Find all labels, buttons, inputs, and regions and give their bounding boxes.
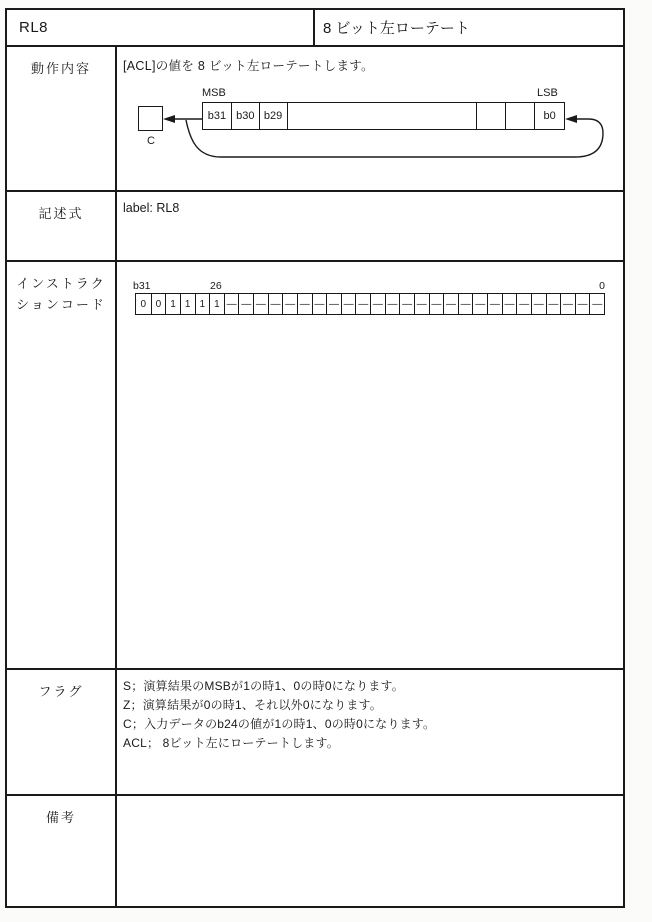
bit-index-labels <box>135 280 605 292</box>
page-title: 8 ビット左ローテート <box>323 20 470 37</box>
remarks-row <box>7 796 623 906</box>
opcode-bit-cell: — <box>238 294 253 314</box>
opcode-bit-cell: — <box>443 294 458 314</box>
instruction-code-label <box>7 262 117 668</box>
opcode-bit-cell: — <box>531 294 546 314</box>
opcode-bit-cell: 1 <box>180 294 195 314</box>
opcode-bit-cell: — <box>297 294 312 314</box>
header-row <box>7 10 623 47</box>
opcode-bitfield <box>135 280 605 315</box>
msb-label: MSB <box>202 87 226 99</box>
lsb-label: LSB <box>537 87 558 99</box>
opcode-bit-cell: — <box>472 294 487 314</box>
opcode-bit-cell: — <box>502 294 517 314</box>
bit-index-0: 0 <box>599 280 605 292</box>
operation-label: 動作内容 <box>7 47 117 190</box>
register-bit-cell: b29 <box>259 103 287 129</box>
opcode-bit-cell: — <box>282 294 297 314</box>
instruction-code-row <box>7 262 623 670</box>
register-bit-cell <box>505 103 534 129</box>
opcode-bit-cell: — <box>224 294 239 314</box>
opcode-bit-cell: — <box>341 294 356 314</box>
opcode-bit-cell: — <box>326 294 341 314</box>
operation-row <box>7 47 623 192</box>
opcode-bit-cell: — <box>414 294 429 314</box>
remarks-label: 備考 <box>7 796 117 906</box>
notation-syntax: label: RL8 <box>123 201 180 215</box>
instruction-spec-table <box>5 8 625 908</box>
instruction-code-content <box>117 262 623 668</box>
register-bit-cell: b30 <box>231 103 259 129</box>
opcode-bit-cell: — <box>546 294 561 314</box>
opcode-bit-cell: — <box>253 294 268 314</box>
bit-index-b31: b31 <box>133 280 151 292</box>
flag-descriptions <box>117 670 623 753</box>
opcode-bit-cell: — <box>268 294 283 314</box>
opcode-bit-cell: — <box>429 294 444 314</box>
opcode-bit-cell: 0 <box>140 298 147 310</box>
carry-flag-label: C <box>147 135 155 147</box>
operation-description: [ACL]の値を 8 ビット左ローテートします。 <box>123 59 374 73</box>
flags-label: フラグ <box>7 670 117 794</box>
carry-arrowhead <box>163 115 175 123</box>
opcode-bit-cell: — <box>575 294 590 314</box>
opcode-bit-cell: — <box>312 294 327 314</box>
title-cell <box>315 10 623 45</box>
instruction-code-label-line1: インストラク <box>16 276 106 291</box>
carry-flag-box <box>138 106 163 131</box>
opcode-bit-cell: — <box>458 294 473 314</box>
notation-content <box>117 192 623 260</box>
opcode-bit-cell: — <box>560 294 575 314</box>
flag-description-line: Z；演算結果が0の時1、それ以外0になります。 <box>123 698 382 712</box>
register-bit-cell: b0 <box>534 103 564 129</box>
opcode-bit-cell: — <box>355 294 370 314</box>
flag-description-line: ACL； 8ビット左にローテートします。 <box>123 736 339 750</box>
opcode-bit-cell: 1 <box>195 294 210 314</box>
opcode-bit-cell: — <box>399 294 414 314</box>
remarks-content <box>117 796 623 906</box>
flag-description-line: C；入力データのb24の値が1の時1、0の時0になります。 <box>123 717 436 731</box>
flags-row <box>7 670 623 796</box>
flags-content <box>117 670 623 794</box>
mnemonic: RL8 <box>19 19 49 36</box>
register-bit-cell <box>287 103 477 129</box>
notation-label: 記述式 <box>7 192 117 260</box>
opcode-bit-cell: — <box>487 294 502 314</box>
register-bit-cell: b31 <box>207 110 227 122</box>
instruction-code-label-line2: ションコード <box>16 297 106 312</box>
register-bit-cell <box>476 103 505 129</box>
opcode-bit-cell: — <box>516 294 531 314</box>
opcode-bit-cell: — <box>370 294 385 314</box>
mnemonic-cell <box>7 10 315 45</box>
notation-row <box>7 192 623 262</box>
opcode-bits <box>135 293 605 315</box>
opcode-bit-cell: 1 <box>209 294 224 314</box>
accumulator-register <box>202 102 565 130</box>
opcode-bit-cell: 1 <box>165 294 180 314</box>
opcode-bit-cell: — <box>589 294 604 314</box>
opcode-bit-cell: 0 <box>151 294 166 314</box>
opcode-bit-cell: — <box>385 294 400 314</box>
flag-description-line: S；演算結果のMSBが1の時1、0の時0になります。 <box>123 679 404 693</box>
bit-index-26: 26 <box>209 280 222 292</box>
operation-content <box>117 47 623 190</box>
rotate-arrowhead <box>565 115 577 123</box>
